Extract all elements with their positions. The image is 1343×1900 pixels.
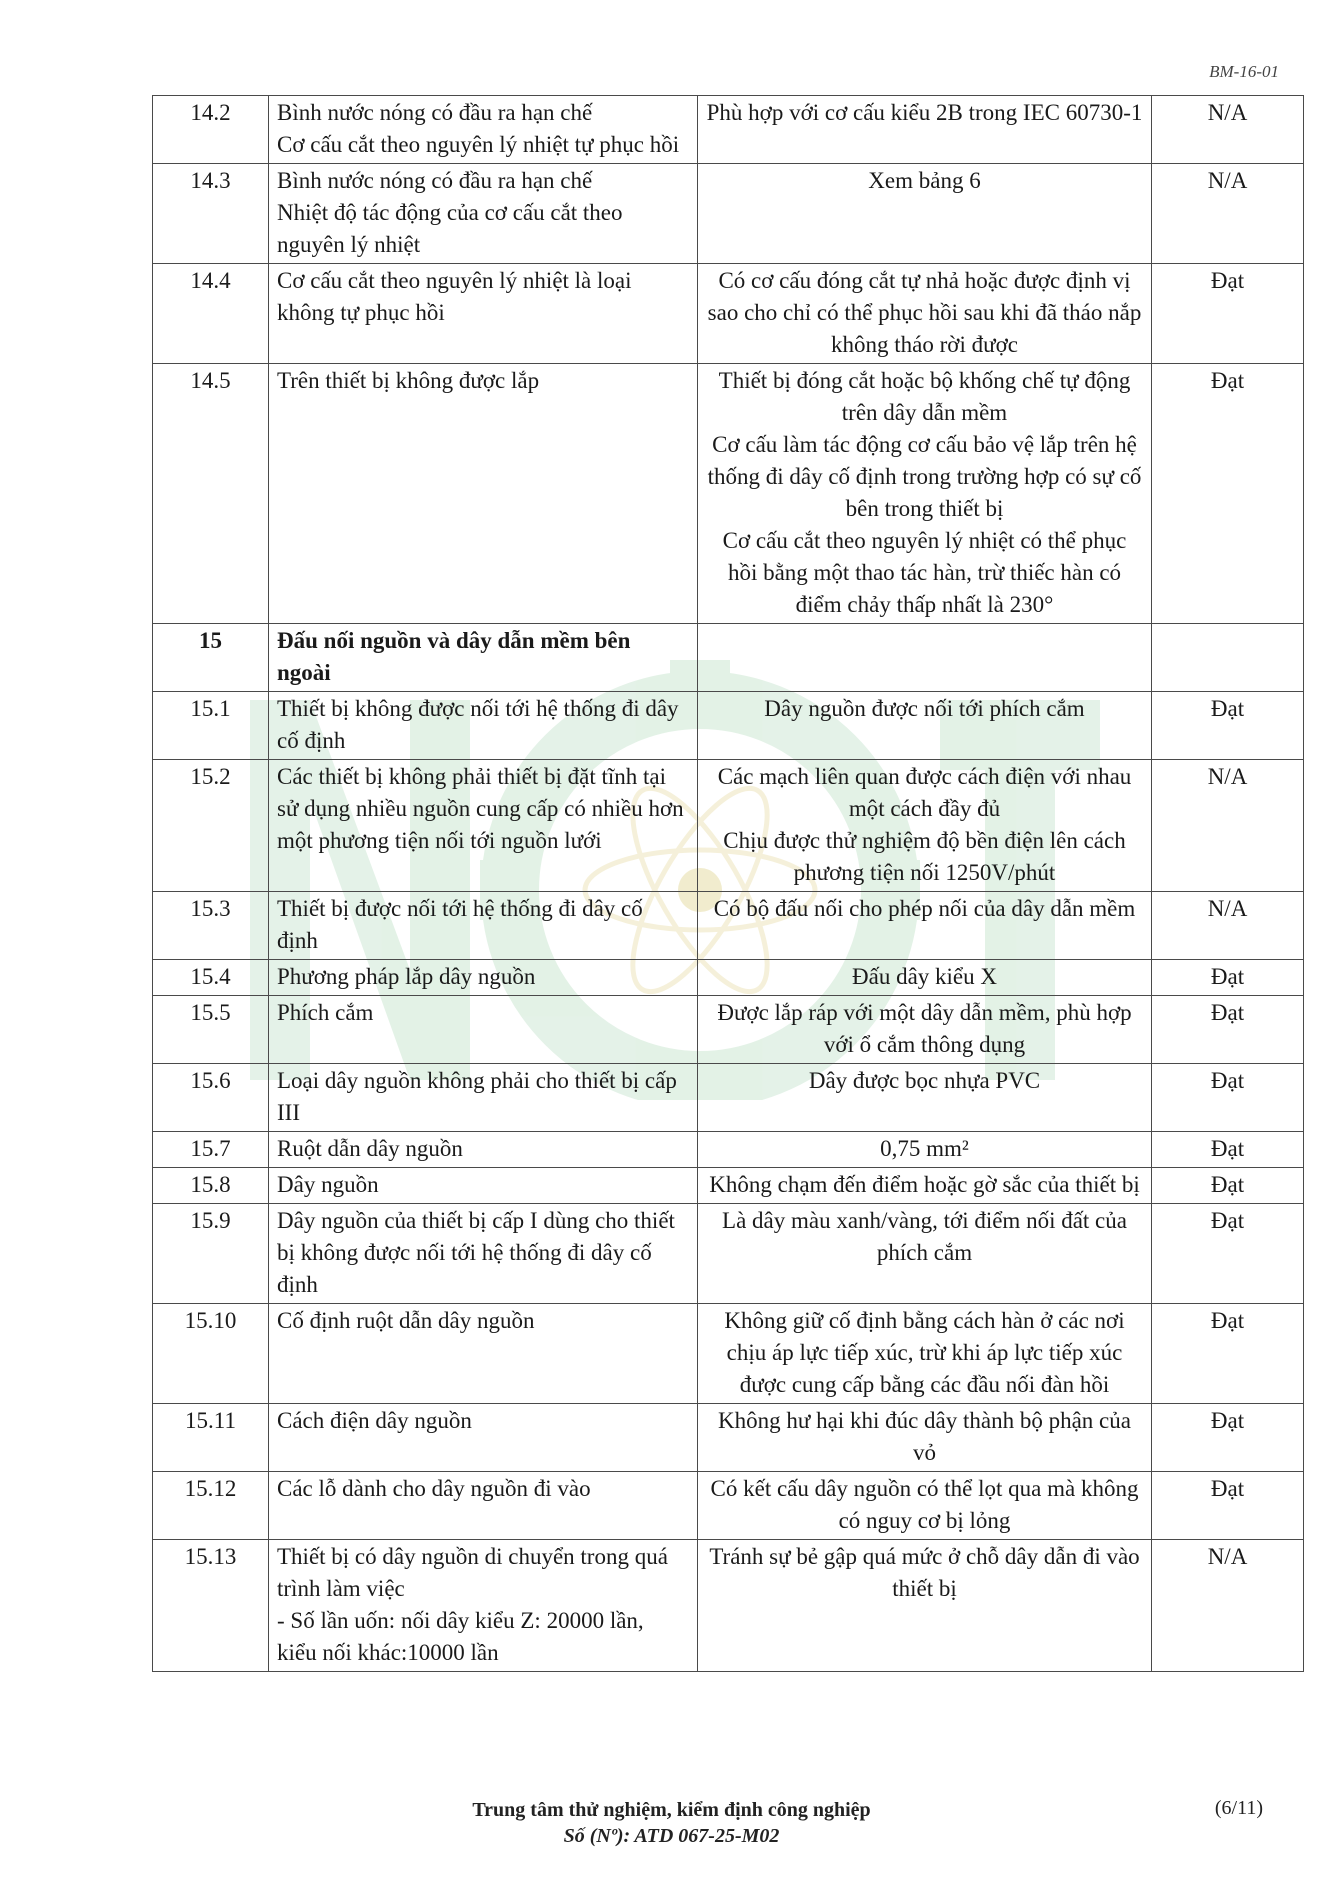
requirement-cell: Là dây màu xanh/vàng, tới điểm nối đất của phích cắm (698, 1204, 1152, 1304)
clause-number-cell: 14.2 (153, 96, 269, 164)
requirement-cell: Phù hợp với cơ cấu kiểu 2B trong IEC 60730-1 (698, 96, 1152, 164)
table-row (153, 1168, 1304, 1204)
result-cell: Đạt (1152, 364, 1304, 624)
requirement-cell: Thiết bị đóng cắt hoặc bộ khống chế tự động trên dây dẫn mềm Cơ cấu làm tác động cơ cấu bảo vệ lắp trên hệ thống đi dây cố định trong trường hợp có sự cố bên trong thiết bị Cơ cấu cắt theo nguyên lý nhiệt có thể phục hồi bằng một thao tác hàn, trừ thiếc hàn có điểm chảy thấp nhất là 230° (698, 364, 1152, 624)
clause-number-cell: 15 (153, 624, 269, 692)
clause-number-cell: 15.5 (153, 996, 269, 1064)
test-item-cell: Cách điện dây nguồn (269, 1404, 698, 1472)
test-item-cell: Trên thiết bị không được lắp (269, 364, 698, 624)
clause-number-cell: 15.2 (153, 760, 269, 892)
requirement-cell: Đấu dây kiểu X (698, 960, 1152, 996)
table-row (153, 760, 1304, 892)
result-cell: N/A (1152, 1540, 1304, 1672)
table-body (153, 96, 1304, 1672)
requirement-cell: Dây được bọc nhựa PVC (698, 1064, 1152, 1132)
requirement-cell: Có kết cấu dây nguồn có thể lọt qua mà không có nguy cơ bị lỏng (698, 1472, 1152, 1540)
clause-number-cell: 15.3 (153, 892, 269, 960)
result-cell: Đạt (1152, 996, 1304, 1064)
requirement-cell: Tránh sự bẻ gập quá mức ở chỗ dây dẫn đi vào thiết bị (698, 1540, 1152, 1672)
clause-number-cell: 15.12 (153, 1472, 269, 1540)
requirement-cell: Có cơ cấu đóng cắt tự nhả hoặc được định vị sao cho chỉ có thể phục hồi sau khi đã tháo nắp không tháo rời được (698, 264, 1152, 364)
result-cell: N/A (1152, 96, 1304, 164)
table-row (153, 1304, 1304, 1404)
result-cell: Đạt (1152, 264, 1304, 364)
test-item-cell: Thiết bị có dây nguồn di chuyển trong quá trình làm việc - Số lần uốn: nối dây kiểu Z: 20000 lần, kiểu nối khác:10000 lần (269, 1540, 698, 1672)
result-cell: N/A (1152, 760, 1304, 892)
test-item-cell: Ruột dẫn dây nguồn (269, 1132, 698, 1168)
clause-number-cell: 14.3 (153, 164, 269, 264)
result-cell: Đạt (1152, 1064, 1304, 1132)
test-item-cell: Các thiết bị không phải thiết bị đặt tĩnh tại sử dụng nhiều nguồn cung cấp có nhiều hơn một phương tiện nối tới nguồn lưới (269, 760, 698, 892)
test-item-cell: Loại dây nguồn không phải cho thiết bị cấp III (269, 1064, 698, 1132)
test-item-cell: Dây nguồn (269, 1168, 698, 1204)
requirement-cell: Không hư hại khi đúc dây thành bộ phận của vỏ (698, 1404, 1152, 1472)
page-number: (6/11) (1214, 1797, 1263, 1819)
table-row (153, 960, 1304, 996)
test-item-cell: Bình nước nóng có đầu ra hạn chế Cơ cấu cắt theo nguyên lý nhiệt tự phục hồi (269, 96, 698, 164)
section-row (153, 624, 1304, 692)
result-cell (1152, 624, 1304, 692)
requirement-cell: 0,75 mm² (698, 1132, 1152, 1168)
test-item-cell: Phương pháp lắp dây nguồn (269, 960, 698, 996)
footer-org: Trung tâm thử nghiệm, kiểm định công nghiệp (472, 1799, 871, 1821)
test-results-table (152, 95, 1304, 1672)
table-row (153, 1540, 1304, 1672)
table-row (153, 364, 1304, 624)
table-row (153, 164, 1304, 264)
table-row (153, 892, 1304, 960)
footer-certificate: Số (Nº): ATD 067-25-M02 (563, 1825, 780, 1847)
requirement-cell: Được lắp ráp với một dây dẫn mềm, phù hợp với ổ cắm thông dụng (698, 996, 1152, 1064)
result-cell: Đạt (1152, 1472, 1304, 1540)
test-item-cell: Các lỗ dành cho dây nguồn đi vào (269, 1472, 698, 1540)
result-cell: Đạt (1152, 692, 1304, 760)
result-cell: Đạt (1152, 960, 1304, 996)
table-row (153, 1404, 1304, 1472)
footer (0, 1797, 1343, 1849)
clause-number-cell: 15.8 (153, 1168, 269, 1204)
requirement-cell: Không giữ cố định bằng cách hàn ở các nơi chịu áp lực tiếp xúc, trừ khi áp lực tiếp xúc được cung cấp bằng các đầu nối đàn hồi (698, 1304, 1152, 1404)
clause-number-cell: 15.1 (153, 692, 269, 760)
test-item-cell: Đấu nối nguồn và dây dẫn mềm bên ngoài (269, 624, 698, 692)
table-row (153, 1064, 1304, 1132)
clause-number-cell: 15.11 (153, 1404, 269, 1472)
test-item-cell: Cơ cấu cắt theo nguyên lý nhiệt là loại không tự phục hồi (269, 264, 698, 364)
test-item-cell: Phích cắm (269, 996, 698, 1064)
table-row (153, 1204, 1304, 1304)
result-cell: N/A (1152, 164, 1304, 264)
table-row (153, 1132, 1304, 1168)
requirement-cell: Các mạch liên quan được cách điện với nhau một cách đầy đủ Chịu được thử nghiệm độ bền điện lên cách phương tiện nối 1250V/phút (698, 760, 1152, 892)
clause-number-cell: 15.9 (153, 1204, 269, 1304)
table-row (153, 996, 1304, 1064)
table-row (153, 692, 1304, 760)
test-item-cell: Dây nguồn của thiết bị cấp I dùng cho thiết bị không được nối tới hệ thống đi dây cố định (269, 1204, 698, 1304)
form-code: BM-16-01 (1209, 62, 1279, 81)
result-cell: Đạt (1152, 1168, 1304, 1204)
table-row (153, 264, 1304, 364)
clause-number-cell: 15.10 (153, 1304, 269, 1404)
clause-number-cell: 15.13 (153, 1540, 269, 1672)
result-cell: Đạt (1152, 1132, 1304, 1168)
table-row (153, 96, 1304, 164)
result-cell: Đạt (1152, 1404, 1304, 1472)
requirement-cell: Không chạm đến điểm hoặc gờ sắc của thiết bị (698, 1168, 1152, 1204)
table-row (153, 1472, 1304, 1540)
clause-number-cell: 15.6 (153, 1064, 269, 1132)
requirement-cell: Dây nguồn được nối tới phích cắm (698, 692, 1152, 760)
clause-number-cell: 14.4 (153, 264, 269, 364)
clause-number-cell: 15.4 (153, 960, 269, 996)
test-item-cell: Thiết bị được nối tới hệ thống đi dây cố định (269, 892, 698, 960)
clause-number-cell: 14.5 (153, 364, 269, 624)
result-cell: N/A (1152, 892, 1304, 960)
result-cell: Đạt (1152, 1204, 1304, 1304)
test-item-cell: Thiết bị không được nối tới hệ thống đi dây cố định (269, 692, 698, 760)
requirement-cell (698, 624, 1152, 692)
test-item-cell: Bình nước nóng có đầu ra hạn chế Nhiệt độ tác động của cơ cấu cắt theo nguyên lý nhiệt (269, 164, 698, 264)
clause-number-cell: 15.7 (153, 1132, 269, 1168)
requirement-cell: Xem bảng 6 (698, 164, 1152, 264)
test-item-cell: Cố định ruột dẫn dây nguồn (269, 1304, 698, 1404)
result-cell: Đạt (1152, 1304, 1304, 1404)
requirement-cell: Có bộ đấu nối cho phép nối của dây dẫn mềm (698, 892, 1152, 960)
